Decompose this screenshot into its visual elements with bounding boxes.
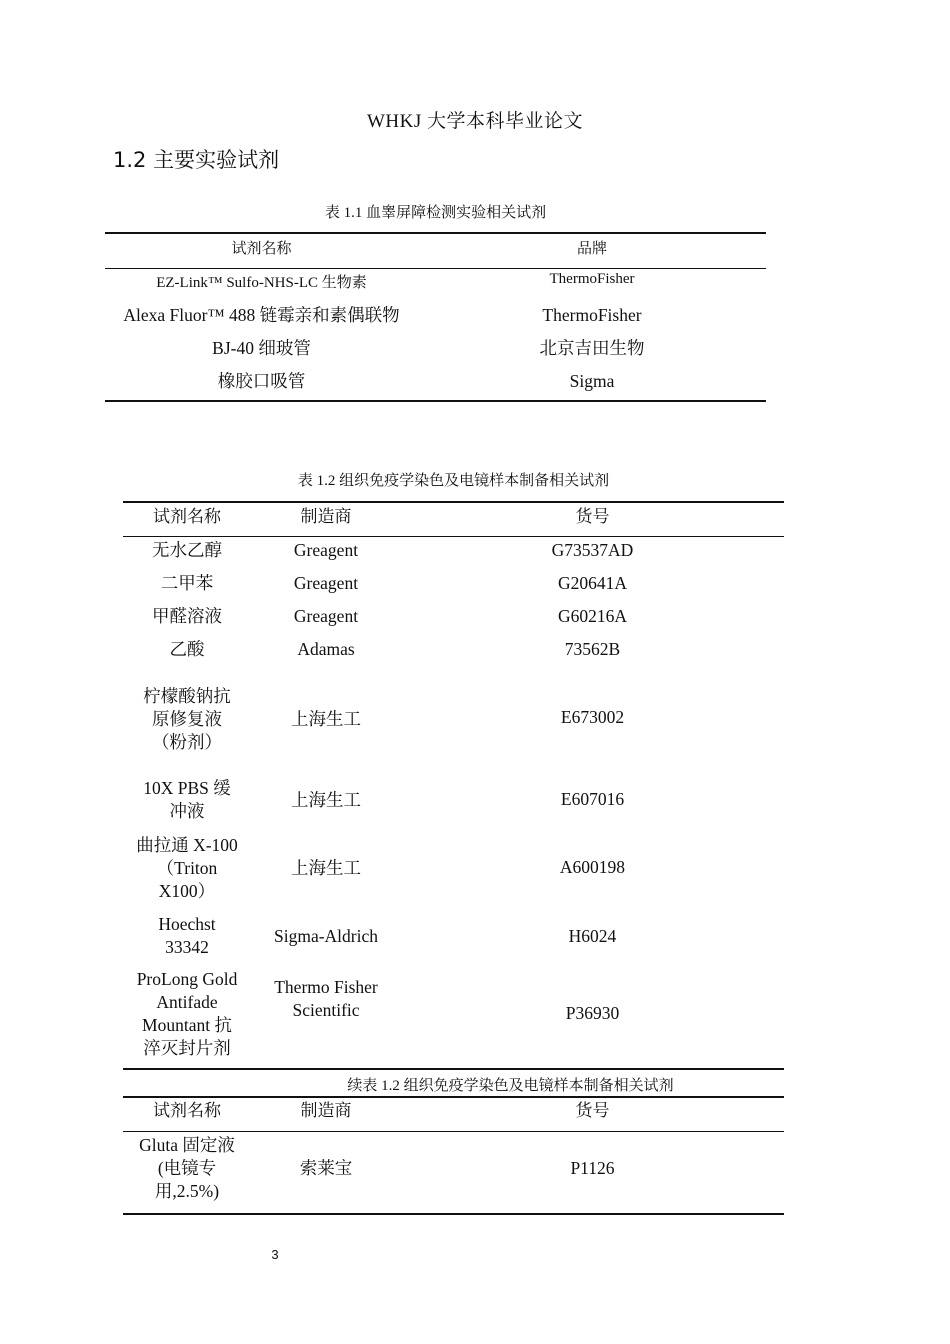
- table-3-header-catalog: 货号: [575, 1100, 610, 1120]
- table-2-cell: G60216A: [557, 605, 628, 626]
- table-2-cell: P36930: [565, 1002, 620, 1023]
- section-title: 1.2 主要实验试剂: [113, 148, 280, 172]
- table-2-caption: 表 1.2 组织免疫学染色及电镜样本制备相关试剂: [297, 473, 610, 489]
- table-2-header-name: 试剂名称: [153, 506, 221, 526]
- table-1-cell: EZ-Link™ Sulfo-NHS-LC 生物素: [156, 274, 367, 291]
- table-2-cell: 上海生工: [291, 857, 361, 878]
- table-2-top-rule: [123, 501, 784, 503]
- document-header: WHKJ 大学本科毕业论文: [366, 111, 584, 132]
- table-2-cell: 上海生工: [291, 708, 361, 729]
- table-3-header-maker: 制造商: [300, 1100, 352, 1120]
- table-2-header-catalog: 货号: [575, 506, 610, 526]
- table-2-cell: 10X PBS 缓 冲液: [143, 778, 231, 821]
- table-3-cell: 索莱宝: [299, 1157, 353, 1178]
- table-1-cell: ThermoFisher: [549, 270, 635, 287]
- table-2-cell: 73562B: [564, 638, 621, 659]
- table-2-cell: A600198: [559, 856, 626, 877]
- table-3-cell: Gluta 固定液 (电镜专 用,2.5%): [139, 1134, 235, 1201]
- table-2-cell: G20641A: [557, 572, 628, 593]
- table-3-caption: 续表 1.2 组织免疫学染色及电镜样本制备相关试剂: [347, 1078, 674, 1094]
- table-3-header-name: 试剂名称: [153, 1100, 221, 1120]
- table-1-top-rule: [105, 232, 766, 234]
- table-2-header-maker: 制造商: [300, 506, 352, 526]
- table-1-caption: 表 1.1 血睾屏障检测实验相关试剂: [324, 205, 547, 221]
- table-2-cell: 乙酸: [169, 638, 205, 659]
- page-number: 3: [271, 1247, 279, 1262]
- table-1-bottom-rule: [105, 400, 766, 402]
- table-2-cell: 曲拉通 X-100 （Triton X100）: [136, 834, 238, 901]
- table-2-cell: ProLong Gold Antifade Mountant 抗 淬灭封片剂: [136, 969, 238, 1058]
- table-2-cell: 二甲苯: [160, 572, 214, 593]
- table-1-header-brand: 品牌: [576, 238, 607, 257]
- table-1-cell: 橡胶口吸管: [217, 370, 306, 391]
- table-2-cell: Sigma-Aldrich: [273, 925, 378, 946]
- table-2-cell: E607016: [560, 788, 625, 809]
- table-2-cell: E673002: [560, 706, 625, 727]
- table-2-cell: Greagent: [293, 605, 359, 626]
- table-2-header-rule: [123, 536, 784, 537]
- table-2-cell: G73537AD: [551, 539, 634, 560]
- table-2-cell: 无水乙醇: [152, 539, 222, 560]
- table-1-cell: ThermoFisher: [542, 304, 642, 325]
- table-2-cell: Adamas: [297, 638, 355, 659]
- table-2-cell: Greagent: [293, 572, 359, 593]
- table-3-cell: P1126: [570, 1157, 615, 1178]
- table-2-cell: 上海生工: [291, 789, 361, 810]
- table-3-bottom-rule: [123, 1213, 784, 1215]
- table-2-cell: H6024: [568, 925, 617, 946]
- table-2-cell: 甲醛溶液: [152, 605, 222, 626]
- table-2-bottom-rule: [123, 1068, 784, 1070]
- table-1-cell: Alexa Fluor™ 488 链霉亲和素偶联物: [123, 304, 400, 325]
- table-2-cell: 柠檬酸钠抗 原修复液 （粉剂）: [143, 685, 231, 752]
- table-2-cell: Hoechst 33342: [158, 914, 216, 957]
- table-1-cell: 北京吉田生物: [539, 337, 645, 358]
- table-1-header-name: 试剂名称: [231, 238, 292, 257]
- table-1-cell: BJ-40 细玻管: [212, 337, 311, 358]
- table-1-cell: Sigma: [569, 370, 615, 391]
- table-2-cell: Thermo Fisher Scientific: [274, 977, 378, 1020]
- table-2-cell: Greagent: [293, 539, 359, 560]
